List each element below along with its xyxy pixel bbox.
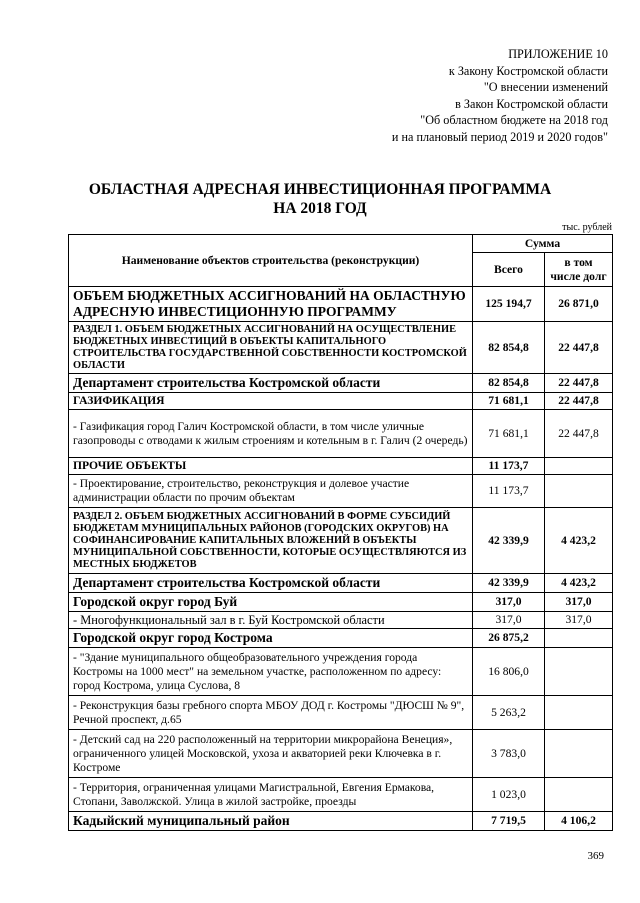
row-debt: 22 447,8: [545, 410, 613, 458]
table-row: [69, 322, 613, 374]
appendix-line: и на плановый период 2019 и 2020 годов": [391, 129, 608, 144]
appendix-header: [288, 46, 608, 146]
title-line: ОБЛАСТНАЯ АДРЕСНАЯ ИНВЕСТИЦИОННАЯ ПРОГРАММА: [88, 181, 552, 198]
row-name: ПРОЧИЕ ОБЪЕКТЫ: [69, 458, 473, 475]
row-debt: [545, 696, 613, 730]
appendix-line: "О внесении изменений: [483, 80, 608, 95]
row-debt: 4 423,2: [545, 574, 613, 593]
row-debt: 317,0: [545, 612, 613, 629]
row-name: - Территория, ограниченная улицами Магистральной, Евгения Ермакова, Стопани, Заволжской. Улица в жилой застройке, проезды: [69, 778, 473, 812]
row-name: ОБЪЕМ БЮДЖЕТНЫХ АССИГНОВАНИЙ НА ОБЛАСТНУЮ АДРЕСНУЮ ИНВЕСТИЦИОННУЮ ПРОГРАММУ: [69, 287, 473, 322]
table-row: [69, 629, 613, 648]
table-row: [69, 393, 613, 410]
row-debt: 22 447,8: [545, 374, 613, 393]
row-total: 11 173,7: [473, 475, 545, 508]
row-name: ГАЗИФИКАЦИЯ: [69, 393, 473, 410]
row-total: 26 875,2: [473, 629, 545, 648]
table-row: [69, 475, 613, 508]
row-total: 125 194,7: [473, 287, 545, 322]
table-row: [69, 778, 613, 812]
header-debt: в том числе долг: [545, 253, 613, 287]
row-total: 82 854,8: [473, 374, 545, 393]
table-row: [69, 593, 613, 612]
table-row: [69, 648, 613, 696]
table-row: [69, 812, 613, 831]
row-total: 317,0: [473, 612, 545, 629]
appendix-line: ПРИЛОЖЕНИЕ 10: [508, 47, 608, 61]
row-name: РАЗДЕЛ 2. ОБЪЕМ БЮДЖЕТНЫХ АССИГНОВАНИЙ В ФОРМЕ СУБСИДИЙ БЮДЖЕТАМ МУНИЦИПАЛЬНЫХ РАЙОНОВ (ГОРОДСКИХ ОКРУГОВ) НА СОФИНАНСИРОВАНИЕ КАПИТАЛЬНЫХ ВЛОЖЕНИЙ В ОБЪЕКТЫ МУНИЦИПАЛЬНОЙ СОБСТВЕННОСТИ, КОТОРЫЕ ОСУЩЕСТВЛЯЮТСЯ ИЗ МЕСТНЫХ БЮДЖЕТОВ: [69, 508, 473, 574]
table-row: [69, 730, 613, 778]
row-total: 82 854,8: [473, 322, 545, 374]
row-debt: [545, 629, 613, 648]
row-total: 11 173,7: [473, 458, 545, 475]
row-name: Городской округ город Кострома: [69, 629, 473, 648]
table-row: [69, 696, 613, 730]
row-name: - Реконструкция базы гребного спорта МБОУ ДОД г. Костромы "ДЮСШ № 9", Речной проспект, д.65: [69, 696, 473, 730]
row-total: 3 783,0: [473, 730, 545, 778]
row-debt: [545, 458, 613, 475]
row-name: Городской округ город Буй: [69, 593, 473, 612]
header-name: Наименование объектов строительства (реконструкции): [69, 235, 473, 287]
row-name: - Детский сад на 220 расположенный на территории микрорайона Венеция», ограниченного улицей Московской, ухоза и акваторией реки Ключевка в г. Костроме: [69, 730, 473, 778]
row-total: 317,0: [473, 593, 545, 612]
table-row: [69, 508, 613, 574]
title-line: НА 2018 ГОД: [273, 200, 367, 217]
table-row: [69, 374, 613, 393]
header-sum: Сумма: [473, 235, 613, 253]
table-row: [69, 612, 613, 629]
row-name: - "Здание муниципального общеобразовательного учреждения города Костромы на 1000 мест" на земельном участке, расположенном по адресу: город Кострома, улица Суслова, 8: [69, 648, 473, 696]
row-name: РАЗДЕЛ 1. ОБЪЕМ БЮДЖЕТНЫХ АССИГНОВАНИЙ НА ОСУЩЕСТВЛЕНИЕ БЮДЖЕТНЫХ ИНВЕСТИЦИЙ В ОБЪЕКТЫ КАПИТАЛЬНОГО СТРОИТЕЛЬСТВА ГОСУДАРСТВЕННОЙ СОБСТВЕННОСТИ КОСТРОМСКОЙ ОБЛАСТИ: [69, 322, 473, 374]
row-total: 42 339,9: [473, 574, 545, 593]
document-title: [0, 180, 640, 218]
table-row: [69, 458, 613, 475]
table-row: [69, 574, 613, 593]
investment-program-table: [68, 234, 613, 831]
row-total: 16 806,0: [473, 648, 545, 696]
row-debt: 22 447,8: [545, 393, 613, 410]
row-debt: 4 106,2: [545, 812, 613, 831]
row-debt: 4 423,2: [545, 508, 613, 574]
row-debt: 22 447,8: [545, 322, 613, 374]
row-debt: [545, 475, 613, 508]
row-name: - Газификация город Галич Костромской области, в том числе уличные газопроводы с отводами к жилым строениям и котельным в г. Галич (2 очередь): [69, 410, 473, 458]
row-name: Департамент строительства Костромской области: [69, 574, 473, 593]
appendix-line: "Об областном бюджете на 2018 год: [420, 113, 608, 128]
row-name: - Многофункциональный зал в г. Буй Костромской области: [69, 612, 473, 629]
row-total: 42 339,9: [473, 508, 545, 574]
row-total: 1 023,0: [473, 778, 545, 812]
row-debt: [545, 778, 613, 812]
row-debt: 317,0: [545, 593, 613, 612]
appendix-line: к Закону Костромской области: [448, 63, 608, 78]
row-total: 5 263,2: [473, 696, 545, 730]
row-name: Кадыйский муниципальный район: [69, 812, 473, 831]
units-label: тыс. рублей: [562, 222, 612, 233]
row-name: Департамент строительства Костромской области: [69, 374, 473, 393]
row-debt: [545, 730, 613, 778]
table-row: [69, 410, 613, 458]
header-total: Всего: [473, 253, 545, 287]
row-name: - Проектирование, строительство, реконструкция и долевое участие администрации области по прочим объектам: [69, 475, 473, 508]
row-debt: [545, 648, 613, 696]
row-total: 71 681,1: [473, 393, 545, 410]
row-total: 7 719,5: [473, 812, 545, 831]
table-row: [69, 287, 613, 322]
row-debt: 26 871,0: [545, 287, 613, 322]
appendix-line: в Закон Костромской области: [455, 96, 608, 111]
page-number: 369: [587, 850, 604, 862]
row-total: 71 681,1: [473, 410, 545, 458]
